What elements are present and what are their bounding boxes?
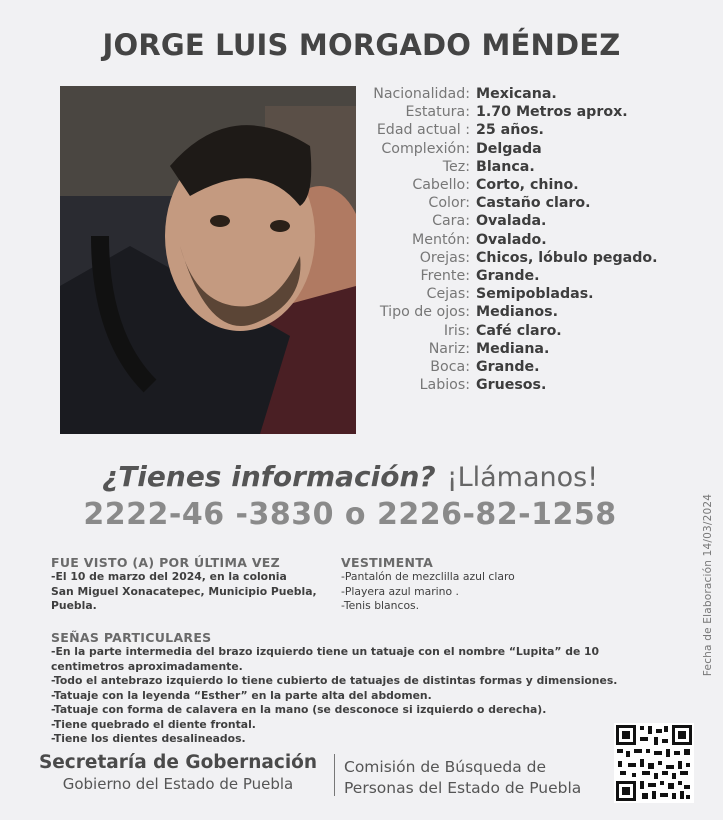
clothing-line: -Playera azul marino . [341, 584, 459, 598]
attribute-row [356, 285, 686, 303]
attribute-value: Grande. [476, 268, 540, 285]
portrait-photo [60, 86, 356, 434]
clothing-text [341, 570, 641, 614]
attribute-row [356, 103, 686, 121]
attribute-label: Color: [428, 195, 470, 212]
attribute-label: Nacionalidad: [373, 86, 470, 102]
attribute-row [356, 212, 686, 230]
attribute-row [356, 358, 686, 376]
attribute-value: Blanca. [476, 158, 535, 175]
attribute-value: Ovalada. [476, 213, 547, 230]
qr-code-graphic [614, 723, 694, 803]
attribute-row [356, 267, 686, 285]
marks-heading: SEÑAS PARTICULARES [51, 630, 212, 645]
attribute-value: Semipobladas. [476, 286, 594, 303]
attribute-row [356, 303, 686, 321]
marks-text [51, 645, 651, 747]
clothing-line: -Tenis blancos. [341, 599, 420, 612]
clothing-section [341, 555, 641, 614]
attribute-label: Nariz: [428, 340, 470, 357]
attribute-row [356, 249, 686, 267]
last-seen-line: -El 10 de marzo del 2024, en la colonia [51, 570, 287, 583]
last-seen-heading: FUE VISTO (A) POR ÚLTIMA VEZ [51, 555, 280, 570]
attribute-row [356, 176, 686, 194]
attribute-row [356, 194, 686, 212]
missing-person-photo [60, 86, 356, 434]
marks-line: -En la parte intermedia del brazo izquierdo tiene un tatuaje con el nombre “Lupita” de 10 [51, 645, 600, 658]
callout-question: ¿Tienes información? [101, 460, 436, 493]
attribute-value: 25 años. [476, 122, 544, 139]
physical-description-list [356, 85, 686, 394]
marks-line: -Todo el antebrazo izquierdo lo tiene cubierto de tatuajes de distintas formas y dimensiones. [51, 674, 618, 687]
attribute-row [356, 158, 686, 176]
attribute-row [356, 231, 686, 249]
marks-line: -Tatuaje con forma de calavera en la mano (se desconoce si izquierdo o derecha). [51, 703, 547, 716]
attribute-row [356, 322, 686, 340]
phone-numbers[interactable]: 2222-46 -3830 o 2226-82-1258 [83, 497, 617, 532]
marks-line: -Tiene quebrado el diente frontal. [51, 717, 256, 731]
attribute-row [356, 85, 686, 103]
attribute-value: Delgada [476, 140, 542, 157]
secretaria-logo-text [30, 752, 326, 793]
clothing-heading: VESTIMENTA [341, 555, 434, 570]
marks-line: centimetros aproximadamente. [51, 659, 243, 673]
last-seen-section [51, 555, 321, 614]
attribute-value: Medianos. [476, 304, 559, 321]
elaboration-date: Fecha de Elaboración 14/03/2024 [702, 493, 714, 677]
commission-line-1: Comisión de Búsqueda de [344, 758, 546, 776]
commission-line-2: Personas del Estado de Puebla [344, 779, 582, 797]
person-name-title: JORGE LUIS MORGADO MÉNDEZ [102, 28, 621, 62]
attribute-value: Mexicana. [476, 86, 557, 102]
commission-text [344, 757, 581, 799]
attribute-value: Ovalado. [476, 231, 547, 248]
marks-line: -Tatuaje con la leyenda “Esther” en la parte alta del abdomen. [51, 688, 432, 702]
attribute-value: Chicos, lóbulo pegado. [476, 249, 658, 266]
attribute-label: Cabello: [412, 177, 470, 194]
org-name: Secretaría de Gobernación [38, 752, 318, 773]
attribute-value: 1.70 Metros aprox. [476, 104, 628, 121]
clothing-line: -Pantalón de mezclilla azul claro [341, 570, 515, 583]
attribute-label: Labios: [419, 377, 470, 394]
attribute-label: Tipo de ojos: [379, 304, 470, 321]
footer-divider [334, 754, 335, 796]
attribute-label: Cejas: [426, 286, 470, 303]
marks-line: -Tiene los dientes desalineados. [51, 732, 246, 745]
last-seen-line: San Miguel Xonacatepec, Municipio Puebla, [51, 584, 317, 598]
attribute-value: Mediana. [476, 340, 550, 357]
attribute-label: Complexión: [381, 140, 470, 157]
attribute-label: Orejas: [419, 249, 470, 266]
attribute-value: Café claro. [476, 322, 562, 339]
attribute-value: Grande. [476, 359, 540, 376]
qr-code[interactable] [614, 723, 694, 803]
attribute-row [356, 340, 686, 358]
attribute-label: Boca: [430, 359, 470, 376]
attribute-label: Estatura: [405, 104, 470, 121]
gov-name: Gobierno del Estado de Puebla [62, 775, 294, 793]
attribute-value: Castaño claro. [476, 195, 591, 212]
attribute-label: Edad actual : [376, 122, 470, 139]
attribute-row [356, 140, 686, 158]
attribute-label: Mentón: [412, 231, 470, 248]
attribute-row [356, 121, 686, 139]
info-callout [0, 460, 700, 493]
callout-call: ¡Llámanos! [446, 462, 599, 493]
attribute-value: Gruesos. [476, 377, 547, 394]
distinguishing-marks-section [51, 630, 651, 747]
attribute-label: Iris: [443, 322, 470, 339]
attribute-label: Tez: [442, 158, 470, 175]
attribute-row [356, 376, 686, 394]
last-seen-line: Puebla. [51, 599, 97, 612]
attribute-label: Cara: [432, 213, 470, 230]
attribute-value: Corto, chino. [476, 177, 579, 194]
last-seen-text [51, 570, 321, 614]
attribute-label: Frente: [420, 268, 470, 285]
